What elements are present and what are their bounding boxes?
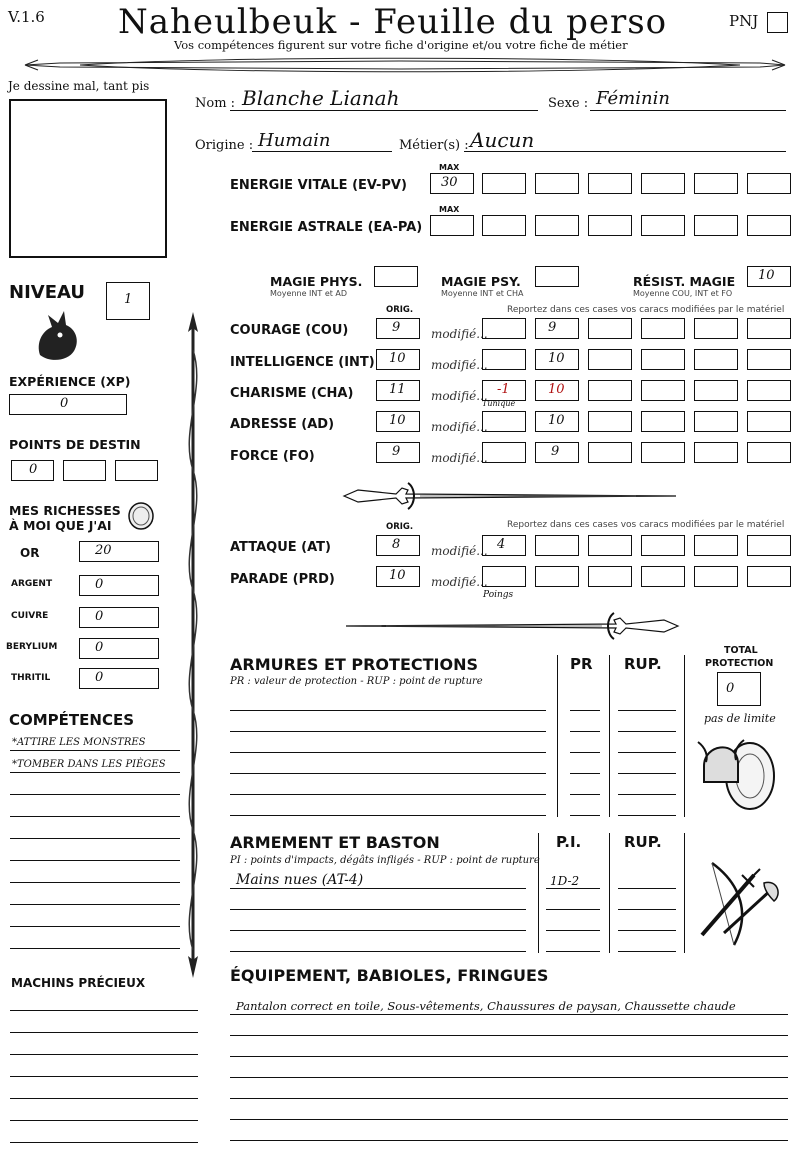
stat-mod-box[interactable]: [641, 442, 685, 463]
stat-label: INTELLIGENCE (INT): [230, 355, 375, 370]
competence-line: [10, 838, 180, 839]
stats-report-note: Reportez dans ces cases vos caracs modifiées par le matériel: [507, 305, 785, 315]
magie-phys-box[interactable]: [374, 266, 418, 287]
ea-box[interactable]: [588, 215, 632, 236]
weapons-pi-line: [546, 930, 600, 931]
weapons-pi-label: P.I.: [556, 833, 582, 851]
destin-box[interactable]: [63, 460, 106, 481]
combat-mod-box[interactable]: [588, 566, 632, 587]
stat-orig-box[interactable]: 11: [376, 380, 420, 401]
stat-mod-box[interactable]: -1: [482, 380, 526, 401]
stat-label: COURAGE (COU): [230, 323, 349, 338]
metier-label: Métier(s) :: [399, 138, 469, 153]
origine-value[interactable]: Humain: [258, 130, 331, 151]
competence-line: [10, 948, 180, 949]
spear-icon: [178, 310, 208, 980]
destin-box[interactable]: [115, 460, 158, 481]
competence-line: [10, 904, 180, 905]
combat-mod-box[interactable]: [747, 566, 791, 587]
weapons-divider: [684, 833, 685, 953]
pnj-label: PNJ: [729, 12, 759, 30]
money-box[interactable]: 20: [79, 541, 159, 562]
modifie-label: modifié...: [431, 575, 488, 589]
ev-label: ENERGIE VITALE (EV-PV): [230, 178, 407, 193]
combat-mod-box[interactable]: [747, 535, 791, 556]
equipment-line: [230, 1140, 788, 1141]
money-box[interactable]: 0: [79, 575, 159, 596]
equipment-line: [230, 1098, 788, 1099]
equipment-line: [230, 1119, 788, 1120]
weapons-divider: [538, 833, 539, 953]
stat-mod-box[interactable]: [588, 380, 632, 401]
stat-mod-box[interactable]: 10: [535, 349, 579, 370]
competence-item[interactable]: *TOMBER DANS LES PIÈGES: [12, 759, 166, 770]
no-limit-note: pas de limite: [704, 712, 776, 725]
version-label: V.1.6: [8, 8, 45, 26]
coin-icon: [126, 500, 156, 532]
ev-box[interactable]: [747, 173, 791, 194]
sword-icon: [336, 608, 686, 644]
competences-label: COMPÉTENCES: [9, 711, 135, 729]
ea-label: ENERGIE ASTRALE (EA-PA): [230, 220, 423, 235]
destin-box[interactable]: 0: [11, 460, 54, 481]
stat-mod-box[interactable]: 9: [535, 318, 579, 339]
xp-label: EXPÉRIENCE (XP): [9, 374, 131, 389]
combat-label: ATTAQUE (AT): [230, 540, 331, 555]
origine-line: [252, 151, 392, 152]
weapon-item-name[interactable]: Mains nues (AT-4): [236, 872, 364, 888]
armor-line: [230, 773, 546, 774]
pnj-checkbox[interactable]: [767, 12, 788, 33]
armor-rup-line: [618, 752, 676, 753]
helmet-shield-icon: [696, 726, 778, 816]
ea-max-label: MAX: [439, 205, 460, 214]
competence-line: [10, 772, 180, 773]
equipment-line: [230, 1056, 788, 1057]
stat-mod-box[interactable]: [482, 349, 526, 370]
stat-mod-box[interactable]: [747, 349, 791, 370]
stat-orig-box[interactable]: 10: [376, 349, 420, 370]
origine-label: Origine :: [195, 138, 254, 153]
armor-line: [230, 710, 546, 711]
total-protection-label: PROTECTION: [705, 658, 774, 669]
competence-item[interactable]: *ATTIRE LES MONSTRES: [12, 737, 146, 748]
money-box[interactable]: 0: [79, 668, 159, 689]
metier-value[interactable]: Aucun: [470, 128, 535, 152]
armor-line: [230, 731, 546, 732]
modifie-label: modifié...: [431, 358, 488, 372]
modifie-label: modifié...: [431, 327, 488, 341]
machins-line: [10, 1054, 198, 1055]
resist-magie-note: Moyenne COU, INT et FO: [633, 289, 733, 298]
stat-mod-box[interactable]: [588, 411, 632, 432]
equipment-line: [230, 1014, 788, 1015]
combat-mod-box[interactable]: [482, 566, 526, 587]
modifie-label: modifié...: [431, 420, 488, 434]
dragon-icon: [30, 305, 82, 363]
modifie-label: modifié...: [431, 544, 488, 558]
competence-line: [10, 750, 180, 751]
armor-pr-line: [570, 731, 600, 732]
machins-line: [10, 1032, 198, 1033]
stat-mod-box[interactable]: [694, 411, 738, 432]
money-box[interactable]: 0: [79, 607, 159, 628]
stat-orig-box[interactable]: 9: [376, 318, 420, 339]
stat-mod-box[interactable]: [641, 349, 685, 370]
combat-mod-box[interactable]: [694, 535, 738, 556]
stat-mod-box[interactable]: [482, 411, 526, 432]
weapons-line: [230, 951, 526, 952]
weapons-note: PI : points d'impacts, dégâts infligés - RUP : point de rupture: [230, 855, 540, 866]
stat-orig-box[interactable]: 10: [376, 411, 420, 432]
machins-line: [10, 1142, 198, 1143]
combat-orig-box[interactable]: 10: [376, 566, 420, 587]
combat-mod-box[interactable]: [588, 535, 632, 556]
armor-pr-line: [570, 710, 600, 711]
xp-box[interactable]: 0: [9, 394, 127, 415]
weapons-icon: [694, 855, 786, 950]
armor-line: [230, 815, 546, 816]
ea-box[interactable]: [482, 215, 526, 236]
stat-mod-note: Tunique: [482, 399, 516, 408]
machins-line: [10, 1010, 198, 1011]
metier-line: [464, 151, 786, 152]
weapons-pi-line: [546, 909, 600, 910]
sexe-line: [590, 110, 786, 111]
armor-line: [230, 752, 546, 753]
stat-mod-box[interactable]: [482, 442, 526, 463]
stat-label: CHARISME (CHA): [230, 386, 354, 401]
ev-box[interactable]: [482, 173, 526, 194]
money-label: CUIVRE: [11, 611, 49, 621]
weapons-pi-line: [546, 951, 600, 952]
armor-rup-line: [618, 731, 676, 732]
armor-rup-line: [618, 815, 676, 816]
competence-line: [10, 794, 180, 795]
armor-pr-line: [570, 794, 600, 795]
competence-line: [10, 882, 180, 883]
stat-orig-box[interactable]: 9: [376, 442, 420, 463]
machins-line: [10, 1076, 198, 1077]
magie-phys-label: MAGIE PHYS.: [270, 274, 363, 289]
stat-label: FORCE (FO): [230, 449, 315, 464]
stat-mod-box[interactable]: [694, 380, 738, 401]
ev-max-label: MAX: [439, 163, 460, 172]
stat-mod-box[interactable]: [694, 318, 738, 339]
portrait-frame[interactable]: [9, 99, 167, 258]
armor-rup-line: [618, 773, 676, 774]
ev-max-box[interactable]: 30: [430, 173, 474, 194]
machins-line: [10, 1098, 198, 1099]
nom-value[interactable]: Blanche Lianah: [242, 86, 400, 110]
combat-orig-label: ORIG.: [386, 522, 414, 532]
equipment-line: [230, 1035, 788, 1036]
stat-mod-box[interactable]: [747, 318, 791, 339]
portrait-caption: Je dessine mal, tant pis: [8, 79, 150, 93]
money-label: BERYLIUM: [6, 642, 58, 652]
stat-mod-box[interactable]: [641, 411, 685, 432]
ev-box[interactable]: [588, 173, 632, 194]
destin-label: POINTS DE DESTIN: [9, 437, 141, 452]
resist-magie-label: RÉSIST. MAGIE: [633, 274, 736, 289]
total-protection-box[interactable]: 0: [717, 672, 761, 706]
armor-divider: [684, 655, 685, 817]
weapons-divider: [609, 833, 610, 953]
machins-label: MACHINS PRÉCIEUX: [11, 976, 146, 990]
combat-mod-box[interactable]: [694, 566, 738, 587]
ea-max-box[interactable]: [430, 215, 474, 236]
stat-label: ADRESSE (AD): [230, 417, 335, 432]
ev-box[interactable]: [694, 173, 738, 194]
armor-rup-line: [618, 794, 676, 795]
weapons-line: [230, 930, 526, 931]
machins-line: [10, 1120, 198, 1121]
modifie-label: modifié...: [431, 451, 488, 465]
competence-line: [10, 860, 180, 861]
weapon-item-pi[interactable]: 1D-2: [550, 874, 580, 888]
stat-mod-box[interactable]: [694, 349, 738, 370]
weapons-line: [230, 909, 526, 910]
stat-mod-box[interactable]: [641, 380, 685, 401]
armor-rup-line: [618, 710, 676, 711]
magie-phys-note: Moyenne INT et AD: [270, 289, 348, 298]
modifie-label: modifié...: [431, 389, 488, 403]
weapons-rup-line: [618, 930, 676, 931]
stat-mod-box[interactable]: [588, 318, 632, 339]
money-label: OR: [20, 546, 40, 560]
combat-report-note: Reportez dans ces cases vos caracs modifiées par le matériel: [507, 520, 785, 530]
armor-pr-line: [570, 773, 600, 774]
equipment-line: [230, 1077, 788, 1078]
resist-magie-box[interactable]: 10: [747, 266, 791, 287]
ea-box[interactable]: [747, 215, 791, 236]
weapons-pi-line: [546, 888, 600, 889]
ea-box[interactable]: [694, 215, 738, 236]
stat-mod-box[interactable]: [482, 318, 526, 339]
stat-mod-box[interactable]: 10: [535, 380, 579, 401]
ea-box[interactable]: [641, 215, 685, 236]
stat-mod-box[interactable]: [588, 349, 632, 370]
armor-divider: [557, 655, 558, 817]
weapons-rup-line: [618, 951, 676, 952]
niveau-label: NIVEAU: [9, 282, 85, 303]
combat-mod-box[interactable]: [535, 566, 579, 587]
combat-note: Poings: [483, 590, 514, 600]
stat-mod-box[interactable]: [588, 442, 632, 463]
money-label: THRITIL: [11, 673, 51, 683]
equipment-text[interactable]: Pantalon correct en toile, Sous-vêtements, Chaussures de paysan, Chaussette chaude: [236, 999, 736, 1013]
armor-pr-label: PR: [570, 655, 593, 673]
combat-mod-box[interactable]: [535, 535, 579, 556]
stat-mod-box[interactable]: 10: [535, 411, 579, 432]
weapons-line: [230, 888, 526, 889]
total-protection-label: TOTAL: [724, 645, 758, 656]
richesses-label: MES RICHESSES: [9, 503, 121, 518]
armor-pr-line: [570, 815, 600, 816]
armor-line: [230, 794, 546, 795]
stat-mod-box[interactable]: 9: [535, 442, 579, 463]
combat-mod-box[interactable]: 4: [482, 535, 526, 556]
page-title: Naheulbeuk - Feuille du perso: [118, 2, 668, 42]
stat-mod-box[interactable]: [694, 442, 738, 463]
money-label: ARGENT: [11, 579, 53, 589]
stat-mod-box[interactable]: [641, 318, 685, 339]
weapons-rup-line: [618, 888, 676, 889]
armor-rup-label: RUP.: [624, 655, 662, 673]
armor-pr-line: [570, 752, 600, 753]
money-box[interactable]: 0: [79, 638, 159, 659]
armor-divider: [609, 655, 610, 817]
magie-psy-box[interactable]: [535, 266, 579, 287]
stat-mod-box[interactable]: [747, 411, 791, 432]
competence-line: [10, 816, 180, 817]
combat-label: PARADE (PRD): [230, 572, 335, 587]
weapons-rup-label: RUP.: [624, 833, 662, 851]
sexe-value[interactable]: Féminin: [596, 88, 670, 109]
ev-box[interactable]: [535, 173, 579, 194]
sexe-label: Sexe :: [548, 96, 589, 111]
combat-orig-box[interactable]: 8: [376, 535, 420, 556]
combat-mod-box[interactable]: [641, 535, 685, 556]
nom-label: Nom :: [195, 96, 236, 111]
stat-mod-box[interactable]: [747, 442, 791, 463]
weapons-title: ARMEMENT ET BASTON: [230, 833, 440, 852]
magie-psy-note: Moyenne INT et CHA: [441, 289, 524, 298]
competence-line: [10, 926, 180, 927]
ornament-divider-icon: [20, 54, 790, 76]
page-subtitle: Vos compétences figurent sur votre fiche d'origine et/ou votre fiche de métier: [174, 38, 628, 52]
ev-box[interactable]: [641, 173, 685, 194]
nom-line: [230, 110, 538, 111]
combat-mod-box[interactable]: [641, 566, 685, 587]
equipment-title: ÉQUIPEMENT, BABIOLES, FRINGUES: [230, 966, 549, 985]
sword-icon: [336, 478, 686, 514]
stats-orig-label: ORIG.: [386, 305, 414, 315]
richesses-label: À MOI QUE J'AI: [9, 518, 112, 533]
armor-note: PR : valeur de protection - RUP : point de rupture: [230, 676, 483, 687]
armor-title: ARMURES ET PROTECTIONS: [230, 655, 478, 674]
ea-box[interactable]: [535, 215, 579, 236]
weapons-rup-line: [618, 909, 676, 910]
niveau-box[interactable]: 1: [106, 282, 150, 320]
magie-psy-label: MAGIE PSY.: [441, 274, 521, 289]
stat-mod-box[interactable]: [747, 380, 791, 401]
